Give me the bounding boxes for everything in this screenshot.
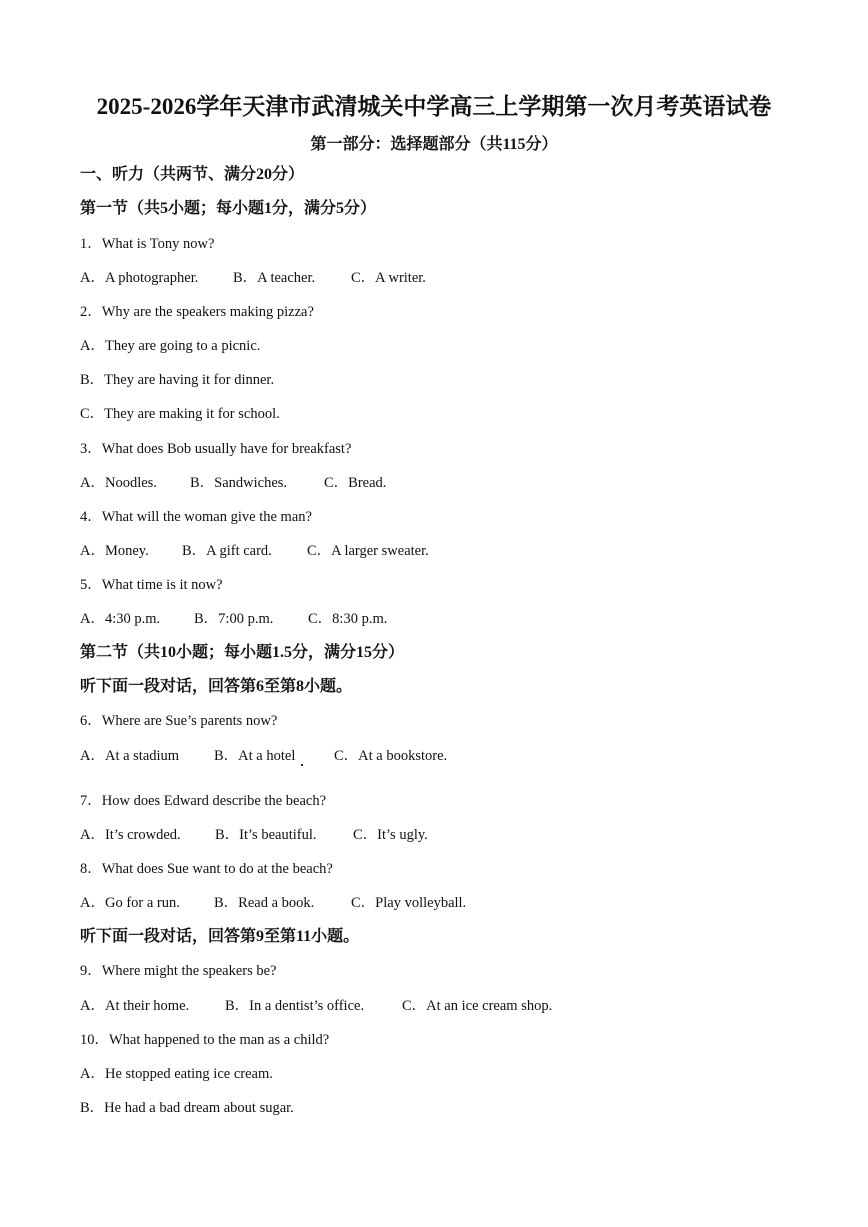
option-c: C．Play volleyball. bbox=[351, 895, 467, 911]
option-c: C．It’s ugly. bbox=[353, 827, 428, 843]
question-stem-5: 5．What time is it now? bbox=[80, 577, 223, 593]
option-a: A．At their home. bbox=[80, 998, 190, 1014]
question-options-3 bbox=[80, 474, 386, 492]
subsection-heading-1: 第一节（共5小题；每小题1分，满分5分） bbox=[80, 200, 377, 217]
question-options-8 bbox=[80, 894, 466, 912]
question-options-1 bbox=[80, 269, 426, 287]
question-stem-9: 9．Where might the speakers be? bbox=[80, 963, 277, 979]
option-a: A．Go for a run. bbox=[80, 895, 180, 911]
question-stem-2: 2．Why are the speakers making pizza? bbox=[80, 304, 314, 320]
instruction-q6-8: 听下面一段对话，回答第6至第8小题。 bbox=[80, 678, 353, 695]
option-c: C．A writer. bbox=[351, 270, 426, 286]
question-options-4 bbox=[80, 542, 429, 560]
option-c: C．They are making it for school. bbox=[80, 406, 280, 422]
question-stem-4: 4．What will the woman give the man? bbox=[80, 509, 312, 525]
option-b: B．He had a bad dream about sugar. bbox=[80, 1100, 294, 1116]
option-c: C．At a bookstore. bbox=[334, 748, 448, 764]
option-b: B．A teacher. bbox=[233, 270, 316, 286]
option-a: A．He stopped eating ice cream. bbox=[80, 1066, 273, 1082]
question-stem-10: 10．What happened to the man as a child? bbox=[80, 1032, 330, 1048]
part-heading: 第一部分：选择题部分（共115分） bbox=[310, 136, 558, 153]
option-a: A．Money. bbox=[80, 543, 149, 559]
option-a: A．At a stadium bbox=[80, 748, 180, 764]
option-b: B．A gift card. bbox=[182, 543, 272, 559]
option-c: C．A larger sweater. bbox=[307, 543, 429, 559]
question-options-5 bbox=[80, 610, 387, 628]
option-c: C．At an ice cream shop. bbox=[402, 998, 553, 1014]
section-heading: 一、听力（共两节、满分20分） bbox=[80, 166, 305, 183]
question-stem-8: 8．What does Sue want to do at the beach? bbox=[80, 861, 333, 877]
option-b: B．They are having it for dinner. bbox=[80, 372, 275, 388]
option-b: B．7:00 p.m. bbox=[194, 611, 274, 627]
question-options-9 bbox=[80, 997, 552, 1015]
option-a: A．Noodles. bbox=[80, 475, 157, 491]
option-c: C．Bread. bbox=[324, 475, 387, 491]
question-stem-7: 7．How does Edward describe the beach? bbox=[80, 793, 327, 809]
option-a: A．They are going to a picnic. bbox=[80, 338, 261, 354]
instruction-q9-11: 听下面一段对话，回答第9至第11小题。 bbox=[80, 928, 360, 945]
option-b: B．Sandwiches. bbox=[190, 475, 288, 491]
question-options-6 bbox=[80, 747, 447, 765]
exam-title: 2025-2026学年天津市武清城关中学高三上学期第一次月考英语试卷 bbox=[96, 94, 772, 119]
option-a: A．4:30 p.m. bbox=[80, 611, 161, 627]
option-a: A．It’s crowded. bbox=[80, 827, 181, 843]
subsection-heading-2: 第二节（共10小题；每小题1.5分，满分15分） bbox=[80, 644, 405, 661]
option-b: B．In a dentist’s office. bbox=[225, 998, 365, 1014]
question-stem-3: 3．What does Bob usually have for breakfast? bbox=[80, 441, 352, 457]
question-stem-6: 6．Where are Sue’s parents now? bbox=[80, 713, 278, 729]
option-a: A．A photographer. bbox=[80, 270, 199, 286]
option-b: B．Read a book. bbox=[214, 895, 315, 911]
question-options-7 bbox=[80, 826, 428, 844]
option-b: B．It’s beautiful. bbox=[215, 827, 317, 843]
stray-dot bbox=[301, 764, 303, 766]
option-b: B．At a hotel bbox=[214, 748, 296, 764]
question-stem-1: 1．What is Tony now? bbox=[80, 236, 215, 252]
option-c: C．8:30 p.m. bbox=[308, 611, 388, 627]
